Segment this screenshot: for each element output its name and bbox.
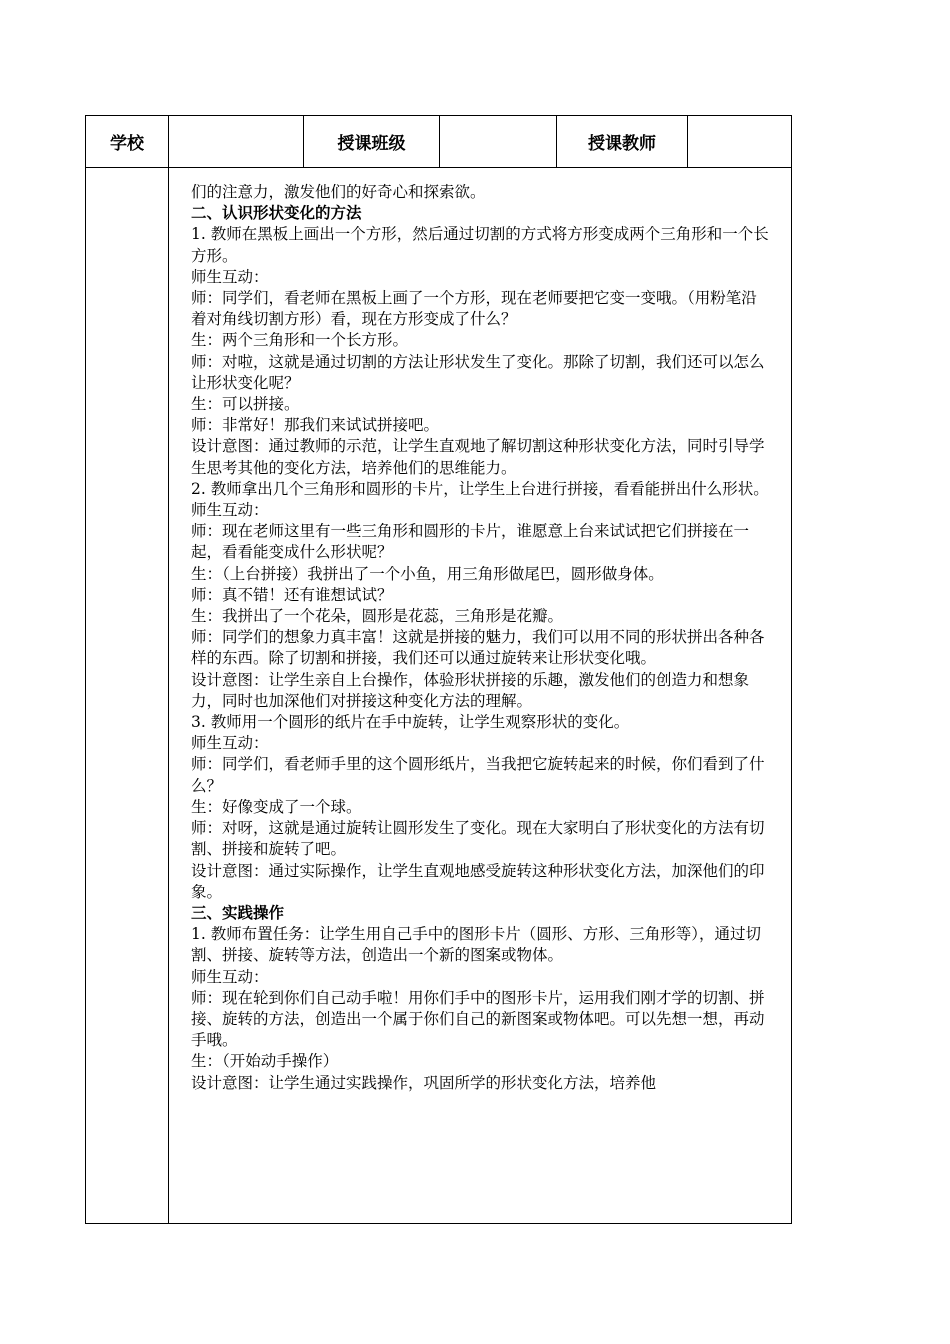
school-value-cell — [169, 116, 303, 167]
paragraph: 师：非常好！那我们来试试拼接吧。 — [191, 416, 440, 435]
paragraph: 师生互动： — [191, 501, 269, 520]
paragraph: 师生互动： — [191, 734, 269, 753]
lesson-content — [191, 182, 771, 1094]
header-divider — [86, 167, 791, 168]
paragraph: 师：对啦，这就是通过切割的方法让形状发生了变化。那除了切割，我们还可以怎么让形状变化呢？ — [191, 352, 765, 392]
class-value-cell — [440, 116, 556, 167]
paragraph: 2. 教师拿出几个三角形和圆形的卡片，让学生上台进行拼接，看看能拼出什么形状。 — [191, 479, 769, 498]
paragraph: 1. 教师布置任务：让学生用自己手中的图形卡片（圆形、方形、三角形等），通过切割、拼接、旋转等方法，创造出一个新的图案或物体。 — [191, 925, 761, 965]
class-label: 授课班级 — [337, 134, 406, 154]
paragraph: 师：现在轮到你们自己动手啦！用你们手中的图形卡片，运用我们刚才学的切割、拼接、旋转的方法，创造出一个属于你们自己的新图案或物体吧。可以先想一想，再动手哦。 — [191, 988, 765, 1050]
paragraph: 3. 教师用一个圆形的纸片在手中旋转，让学生观察形状的变化。 — [191, 713, 630, 732]
paragraph: 师：对呀，这就是通过旋转让圆形发生了变化。现在大家明白了形状变化的方法有切割、拼接和旋转了吧。 — [191, 819, 765, 859]
lesson-plan-table — [85, 115, 792, 1224]
teacher-label: 授课教师 — [588, 134, 656, 154]
section-heading: 三、实践操作 — [191, 903, 285, 922]
paragraph: 设计意图：让学生亲自上台操作，体验形状拼接的乐趣，激发他们的创造力和想象力，同时也加深他们对拼接这种变化方法的理解。 — [191, 670, 750, 710]
paragraph: 师：同学们的想象力真丰富！这就是拼接的魅力，我们可以用不同的形状拼出各种各样的东西。除了切割和拼接，我们还可以通过旋转来让形状变化哦。 — [191, 628, 765, 668]
paragraph: 师生互动： — [191, 967, 269, 986]
teacher-value-cell — [688, 116, 791, 167]
paragraph: 生：好像变成了一个球。 — [191, 797, 362, 816]
paragraph: 设计意图：让学生通过实践操作，巩固所学的形状变化方法，培养他 — [191, 1073, 657, 1092]
paragraph: 师生互动： — [191, 267, 269, 286]
paragraph: 师：真不错！还有谁想试试？ — [191, 585, 393, 604]
paragraph: 师：同学们，看老师手里的这个圆形纸片，当我把它旋转起来的时候，你们看到了什么？ — [191, 755, 765, 795]
paragraph: 生：（上台拼接）我拼出了一个小鱼，用三角形做尾巴，圆形做身体。 — [191, 564, 664, 583]
paragraph: 生：可以拼接。 — [191, 395, 300, 414]
paragraph: 1. 教师在黑板上画出一个方形，然后通过切割的方式将方形变成两个三角形和一个长方形。 — [191, 225, 769, 265]
paragraph: 设计意图：通过教师的示范，让学生直观地了解切割这种形状变化方法，同时引导学生思考其他的变化方法，培养他们的思维能力。 — [191, 437, 765, 477]
section-heading: 二、认识形状变化的方法 — [191, 204, 362, 223]
paragraph: 生：两个三角形和一个长方形。 — [191, 331, 409, 350]
paragraph: 师：现在老师这里有一些三角形和圆形的卡片，谁愿意上台来试试把它们拼接在一起，看看能变成什么形状呢？ — [191, 522, 750, 562]
column-divider — [168, 116, 169, 1223]
paragraph: 生：（开始动手操作） — [191, 1052, 339, 1071]
paragraph: 们的注意力，激发他们的好奇心和探索欲。 — [191, 183, 486, 201]
school-label: 学校 — [110, 134, 144, 154]
paragraph: 生：我拼出了一个花朵，圆形是花蕊，三角形是花瓣。 — [191, 607, 564, 626]
paragraph: 师：同学们，看老师在黑板上画了一个方形，现在老师要把它变一变哦。（用粉笔沿着对角线切割方形）看，现在方形变成了什么？ — [191, 289, 757, 329]
paragraph: 设计意图：通过实际操作，让学生直观地感受旋转这种形状变化方法，加深他们的印象。 — [191, 861, 765, 901]
